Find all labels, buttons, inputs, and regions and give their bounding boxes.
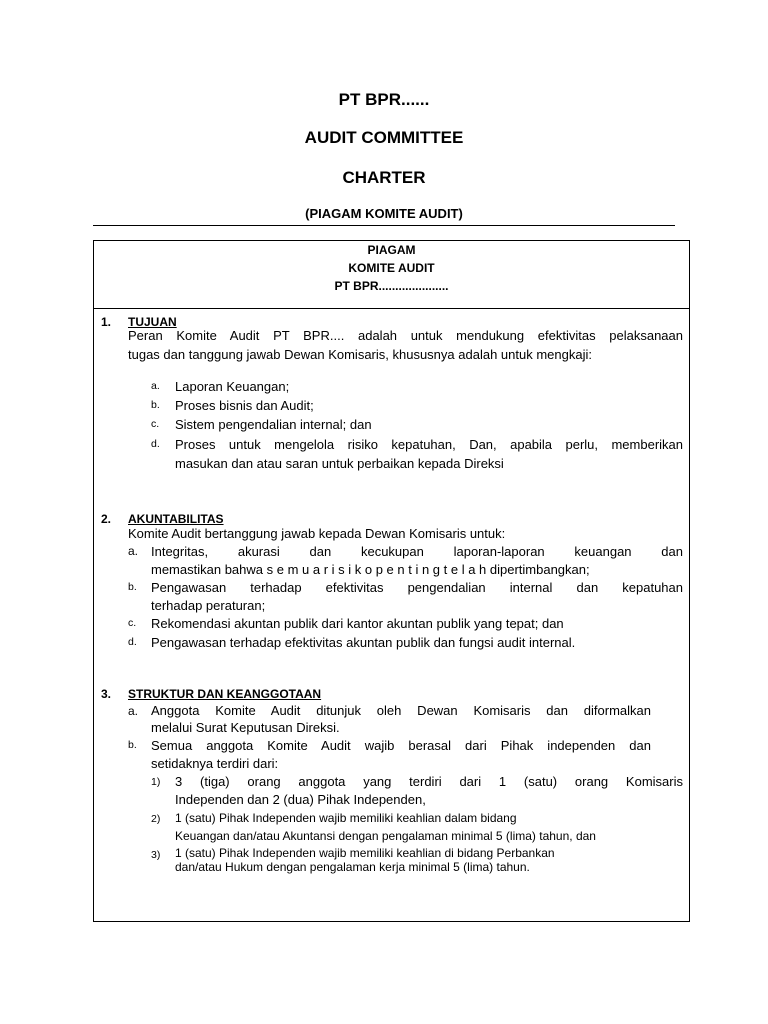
document-title-2: CHARTER bbox=[342, 168, 426, 187]
charter-box bbox=[93, 240, 690, 922]
list-item: Pengawasan terhadap efektivitas pengendalian internal dan kepatuhan bbox=[151, 580, 683, 595]
list-item-continued: setidaknya terdiri dari: bbox=[151, 756, 279, 771]
list-item: Proses bisnis dan Audit; bbox=[175, 398, 314, 413]
list-marker: d. bbox=[128, 636, 137, 648]
sublist-marker: 1) bbox=[151, 776, 161, 788]
sublist-item-continued: dan/atau Hukum dengan pengalaman kerja minimal 5 (lima) tahun. bbox=[175, 860, 530, 874]
box-heading-2: KOMITE AUDIT bbox=[348, 261, 435, 275]
section-number: 1. bbox=[101, 315, 112, 329]
list-item: Sistem pengendalian internal; dan bbox=[175, 417, 372, 432]
document-subtitle: (PIAGAM KOMITE AUDIT) bbox=[305, 206, 463, 221]
list-item: Anggota Komite Audit ditunjuk oleh Dewan Komisaris dan diformalkan bbox=[151, 703, 651, 718]
company-name: PT BPR...... bbox=[338, 90, 430, 109]
box-divider bbox=[94, 308, 689, 309]
document-title: AUDIT COMMITTEE bbox=[304, 128, 464, 147]
paragraph: tugas dan tanggung jawab Dewan Komisaris, khususnya adalah untuk mengkaji: bbox=[128, 347, 592, 362]
list-marker: b. bbox=[128, 739, 137, 751]
sublist-item-continued: Keuangan dan/atau Akuntansi dengan pengalaman minimal 5 (lima) tahun, dan bbox=[175, 829, 596, 843]
paragraph: Komite Audit bertanggung jawab kepada Dewan Komisaris untuk: bbox=[128, 526, 506, 541]
section-title: AKUNTABILITAS bbox=[128, 512, 224, 526]
list-marker: a. bbox=[128, 704, 139, 718]
list-item: Semua anggota Komite Audit wajib berasal dari Pihak independen dan bbox=[151, 738, 651, 753]
sublist-item: 1 (satu) Pihak Independen wajib memiliki keahlian dalam bidang bbox=[175, 811, 517, 825]
sublist-marker: 3) bbox=[151, 849, 161, 861]
list-item: Rekomendasi akuntan publik dari kantor akuntan publik yang tepat; dan bbox=[151, 616, 564, 631]
list-item: Proses untuk mengelola risiko kepatuhan, Dan, apabila perlu, memberikan bbox=[175, 437, 683, 452]
section-title: STRUKTUR DAN KEANGGOTAAN bbox=[128, 687, 322, 701]
list-marker: c. bbox=[128, 617, 137, 629]
list-item: Laporan Keuangan; bbox=[175, 379, 290, 394]
list-marker: b. bbox=[151, 399, 160, 411]
sublist-marker: 2) bbox=[151, 813, 161, 825]
box-heading-3: PT BPR..................... bbox=[334, 279, 449, 293]
paragraph: Peran Komite Audit PT BPR.... adalah untuk mendukung efektivitas pelaksanaan bbox=[128, 328, 683, 343]
sublist-item-continued: Independen dan 2 (dua) Pihak Independen, bbox=[175, 792, 426, 807]
list-item-continued: masukan dan atau saran untuk perbaikan kepada Direksi bbox=[175, 456, 504, 471]
box-heading-1: PIAGAM bbox=[367, 243, 416, 257]
title-divider bbox=[93, 225, 675, 226]
list-marker: a. bbox=[151, 380, 160, 392]
list-item: Pengawasan terhadap efektivitas akuntan publik dan fungsi audit internal. bbox=[151, 635, 576, 650]
list-item-continued: melalui Surat Keputusan Direksi. bbox=[151, 720, 340, 735]
list-item: Integritas, akurasi dan kecukupan laporan-laporan keuangan dan bbox=[151, 544, 683, 559]
list-marker: c. bbox=[151, 418, 160, 430]
list-item-continued: terhadap peraturan; bbox=[151, 598, 266, 613]
list-marker: d. bbox=[151, 438, 160, 450]
list-item-continued: memastikan bahwa s e m u a r i s i k o p e n t i n g t e l a h dipertimbangkan; bbox=[151, 562, 590, 577]
section-number: 3. bbox=[101, 687, 112, 701]
sublist-item: 3 (tiga) orang anggota yang terdiri dari 1 (satu) orang Komisaris bbox=[175, 774, 683, 789]
sublist-item: 1 (satu) Pihak Independen wajib memiliki keahlian di bidang Perbankan bbox=[175, 846, 555, 860]
section-number: 2. bbox=[101, 512, 112, 526]
list-marker: a. bbox=[128, 544, 139, 558]
section-title: TUJUAN bbox=[128, 315, 177, 329]
list-marker: b. bbox=[128, 581, 137, 593]
